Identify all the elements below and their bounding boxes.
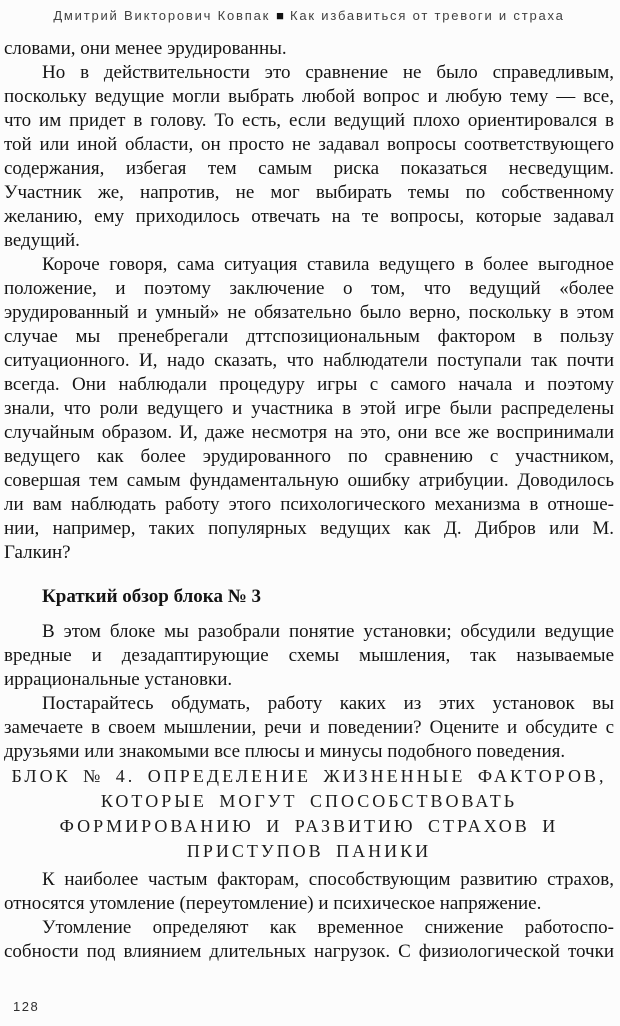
text-line: Галкин? [4, 542, 71, 563]
square-separator-icon: ■ [276, 8, 284, 23]
text-line: поскольку ведущие могли выбрать любой вопрос и любую тему — все, [4, 86, 614, 107]
chapter-heading-line: КОТОРЫЕ МОГУТ СПОСОБСТВОВАТЬ [100, 791, 518, 811]
text-line: ситуационного. И, надо сказать, что наблюдатели поступали так почти [4, 350, 614, 371]
block3-summary-heading: Краткий обзор блока № 3 [42, 586, 262, 607]
text-line: ведущего как более эрудированного по сравнению с участником, [4, 446, 614, 467]
text-line: положение, и поэтому заключение о том, что ведущий «более [4, 278, 614, 299]
text-line: нии, например, таких популярных ведущих как Д. Дибров или М. [4, 518, 614, 539]
text-line: друзьями или знакомыми все плюсы и минусы подобного поведения. [4, 741, 566, 762]
text-line: случае мы пренебрегали дттспозициональным фактором в пользу [4, 326, 614, 347]
running-head [4, 8, 614, 23]
text-line: всегда. Они наблюдали процедуру игры с самого начала и поэтому [4, 374, 614, 395]
text-line: словами, они менее эрудированны. [4, 38, 287, 59]
text-line: ли вам наблюдать работу этого психологического механизма в отноше- [4, 494, 614, 515]
text-line: Участник же, напротив, не мог выбирать темы по собственному [4, 182, 614, 203]
text-line: К наиболее частым факторам, способствующим развитию страхов, [42, 869, 614, 890]
text-line: замечаете в своем мышлении, речи и поведении? Оцените и обсудите с [4, 717, 614, 738]
chapter-heading-line: БЛОК № 4. ОПРЕДЕЛЕНИЕ ЖИЗНЕННЫЕ ФАКТОРОВ, [11, 766, 607, 786]
header-author: Дмитрий Викторович Ковпак [53, 8, 271, 23]
text-line: иррациональные установки. [4, 669, 233, 690]
page-body [4, 37, 614, 964]
text-line: знали, что роли ведущего и участника в этой игре были распределены [4, 398, 614, 419]
paragraph-continuation [4, 37, 614, 61]
text-line: В этом блоке мы разобрали понятие установки; обсудили ведущие [42, 621, 614, 642]
text-line: случайным образом. И, даже несмотря на это, они все же воспринимали [4, 422, 614, 443]
text-line: Постарайтесь обдумать, работу каких из этих установок вы [42, 693, 614, 714]
text-line: Короче говоря, сама ситуация ставила ведущего в более выгодное [42, 254, 614, 275]
text-line: Утомление определяют как временное снижение работоспо- [42, 917, 614, 938]
paragraph [4, 61, 614, 253]
text-line: совершая тем самым фундаментальную ошибку атрибуции. Доводилось [4, 470, 614, 491]
paragraph [4, 620, 614, 692]
text-line: желанию, ему приходилось отвечать на те вопросы, которые задавал [4, 206, 614, 227]
text-line: относятся утомление (переутомление) и психическое напряжение. [4, 893, 542, 914]
text-line: содержания, избегая тем самым риска показаться несведущим. [4, 158, 614, 179]
text-line: эрудированный и умный» не обязательно было верно, поскольку в этом [4, 302, 614, 323]
text-line: Но в действительности это сравнение не было справедливым, [42, 62, 614, 83]
text-line: собности под влиянием длительных нагрузок. С физиологической точки [4, 941, 614, 962]
header-book-title: Как избавиться от тревоги и страха [289, 8, 565, 23]
text-line: что им придет в голову. То есть, если ведущий плохо ориентировался в [4, 110, 614, 131]
paragraph [4, 868, 614, 916]
chapter-heading-line: ФОРМИРОВАНИЮ И РАЗВИТИЮ СТРАХОВ И [59, 816, 559, 836]
text-line: той или иной области, он просто не задавал вопросы соответствующего [4, 134, 614, 155]
page-number: 128 [13, 999, 40, 1014]
paragraph [4, 692, 614, 764]
chapter-heading-line: ПРИСТУПОВ ПАНИКИ [186, 841, 432, 861]
paragraph [4, 253, 614, 565]
block4-chapter-heading [4, 764, 614, 864]
text-line: вредные и дезадаптирующие схемы мышления, так называемые [4, 645, 614, 666]
text-line: ведущий. [4, 230, 80, 251]
paragraph [4, 916, 614, 964]
